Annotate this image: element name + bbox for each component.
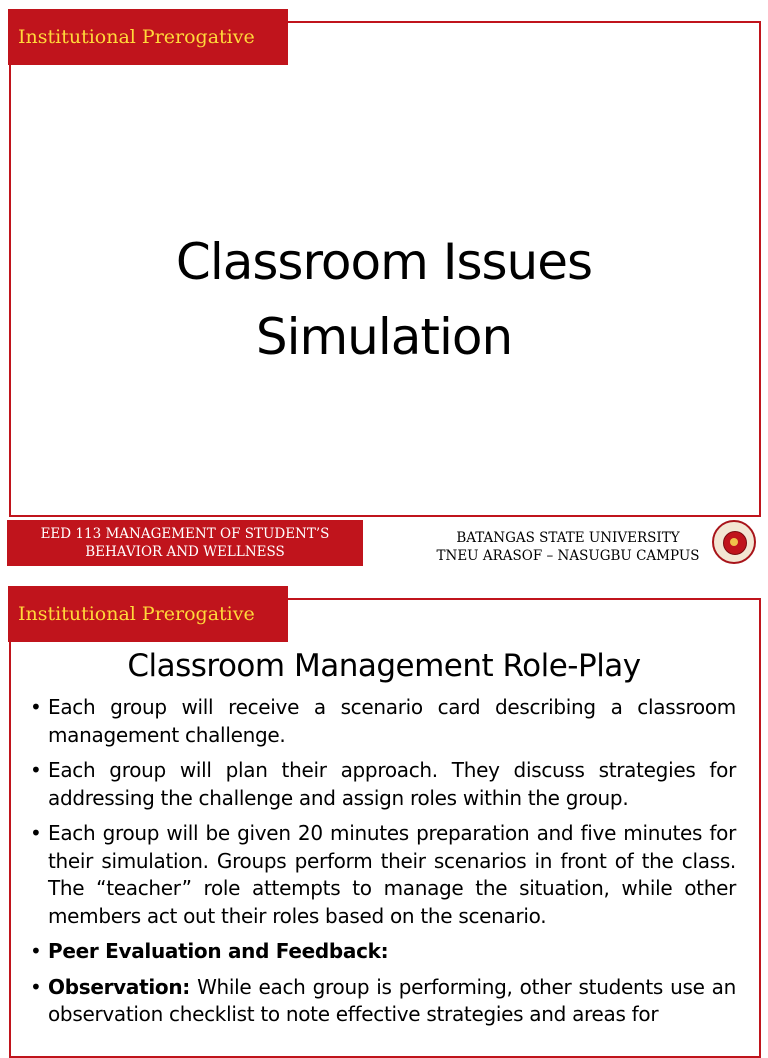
- slide-2: [0, 580, 768, 1024]
- slide-title-line-2: Simulation: [255, 308, 513, 366]
- university-name: BATANGAS STATE UNIVERSITY: [456, 530, 680, 546]
- bullet-text-5-label: Observation:: [48, 974, 190, 999]
- university-seal-icon: [712, 520, 756, 564]
- bullet-text-1: Each group will receive a scenario card describing a classroom management challenge.: [48, 695, 736, 747]
- bullet-text-3: Each group will be given 20 minutes preparation and five minutes for their simulation. Groups perform their scenarios in front of the class. The “teacher” role attempts to manage the situation, while other members act out their roles based on the scenario.: [48, 821, 736, 928]
- bullet-dot: •: [30, 695, 42, 719]
- bullet-text-2: Each group will plan their approach. They discuss strategies for addressing the challenge and assign roles within the group.: [48, 758, 736, 810]
- bullet-dot: •: [30, 821, 42, 845]
- slide-title-line-1: Classroom Issues: [175, 233, 593, 291]
- bullet-dot: •: [30, 758, 42, 782]
- institutional-prerogative-tag: Institutional Prerogative: [8, 9, 288, 65]
- course-footer-line-2: BEHAVIOR AND WELLNESS: [85, 544, 285, 560]
- bullet-item-2: [30, 757, 736, 812]
- university-footer: [430, 529, 706, 565]
- bullet-dot: •: [30, 974, 42, 999]
- bullet-item-1: [30, 694, 736, 749]
- bullet-dot: •: [30, 939, 42, 963]
- bullet-text-4: Peer Evaluation and Feedback:: [48, 939, 389, 963]
- campus-name: TNEU ARASOF – NASUGBU CAMPUS: [436, 548, 700, 564]
- bullet-item-3: [30, 820, 736, 930]
- institutional-prerogative-tag-2: Institutional Prerogative: [8, 586, 288, 642]
- bullet-list: [30, 694, 736, 1037]
- bullet-text-5: While each group is performing, other students use an observation checklist to note effective strategies and areas for: [48, 974, 736, 1026]
- course-footer: [7, 520, 363, 566]
- bullet-item-5: [30, 974, 736, 1029]
- slide-2-title: Classroom Management Role-Play: [127, 648, 641, 684]
- bullet-item-4: [30, 938, 736, 966]
- seal-emblem: [730, 538, 738, 546]
- course-footer-line-1: EED 113 MANAGEMENT OF STUDENT’S: [40, 526, 330, 542]
